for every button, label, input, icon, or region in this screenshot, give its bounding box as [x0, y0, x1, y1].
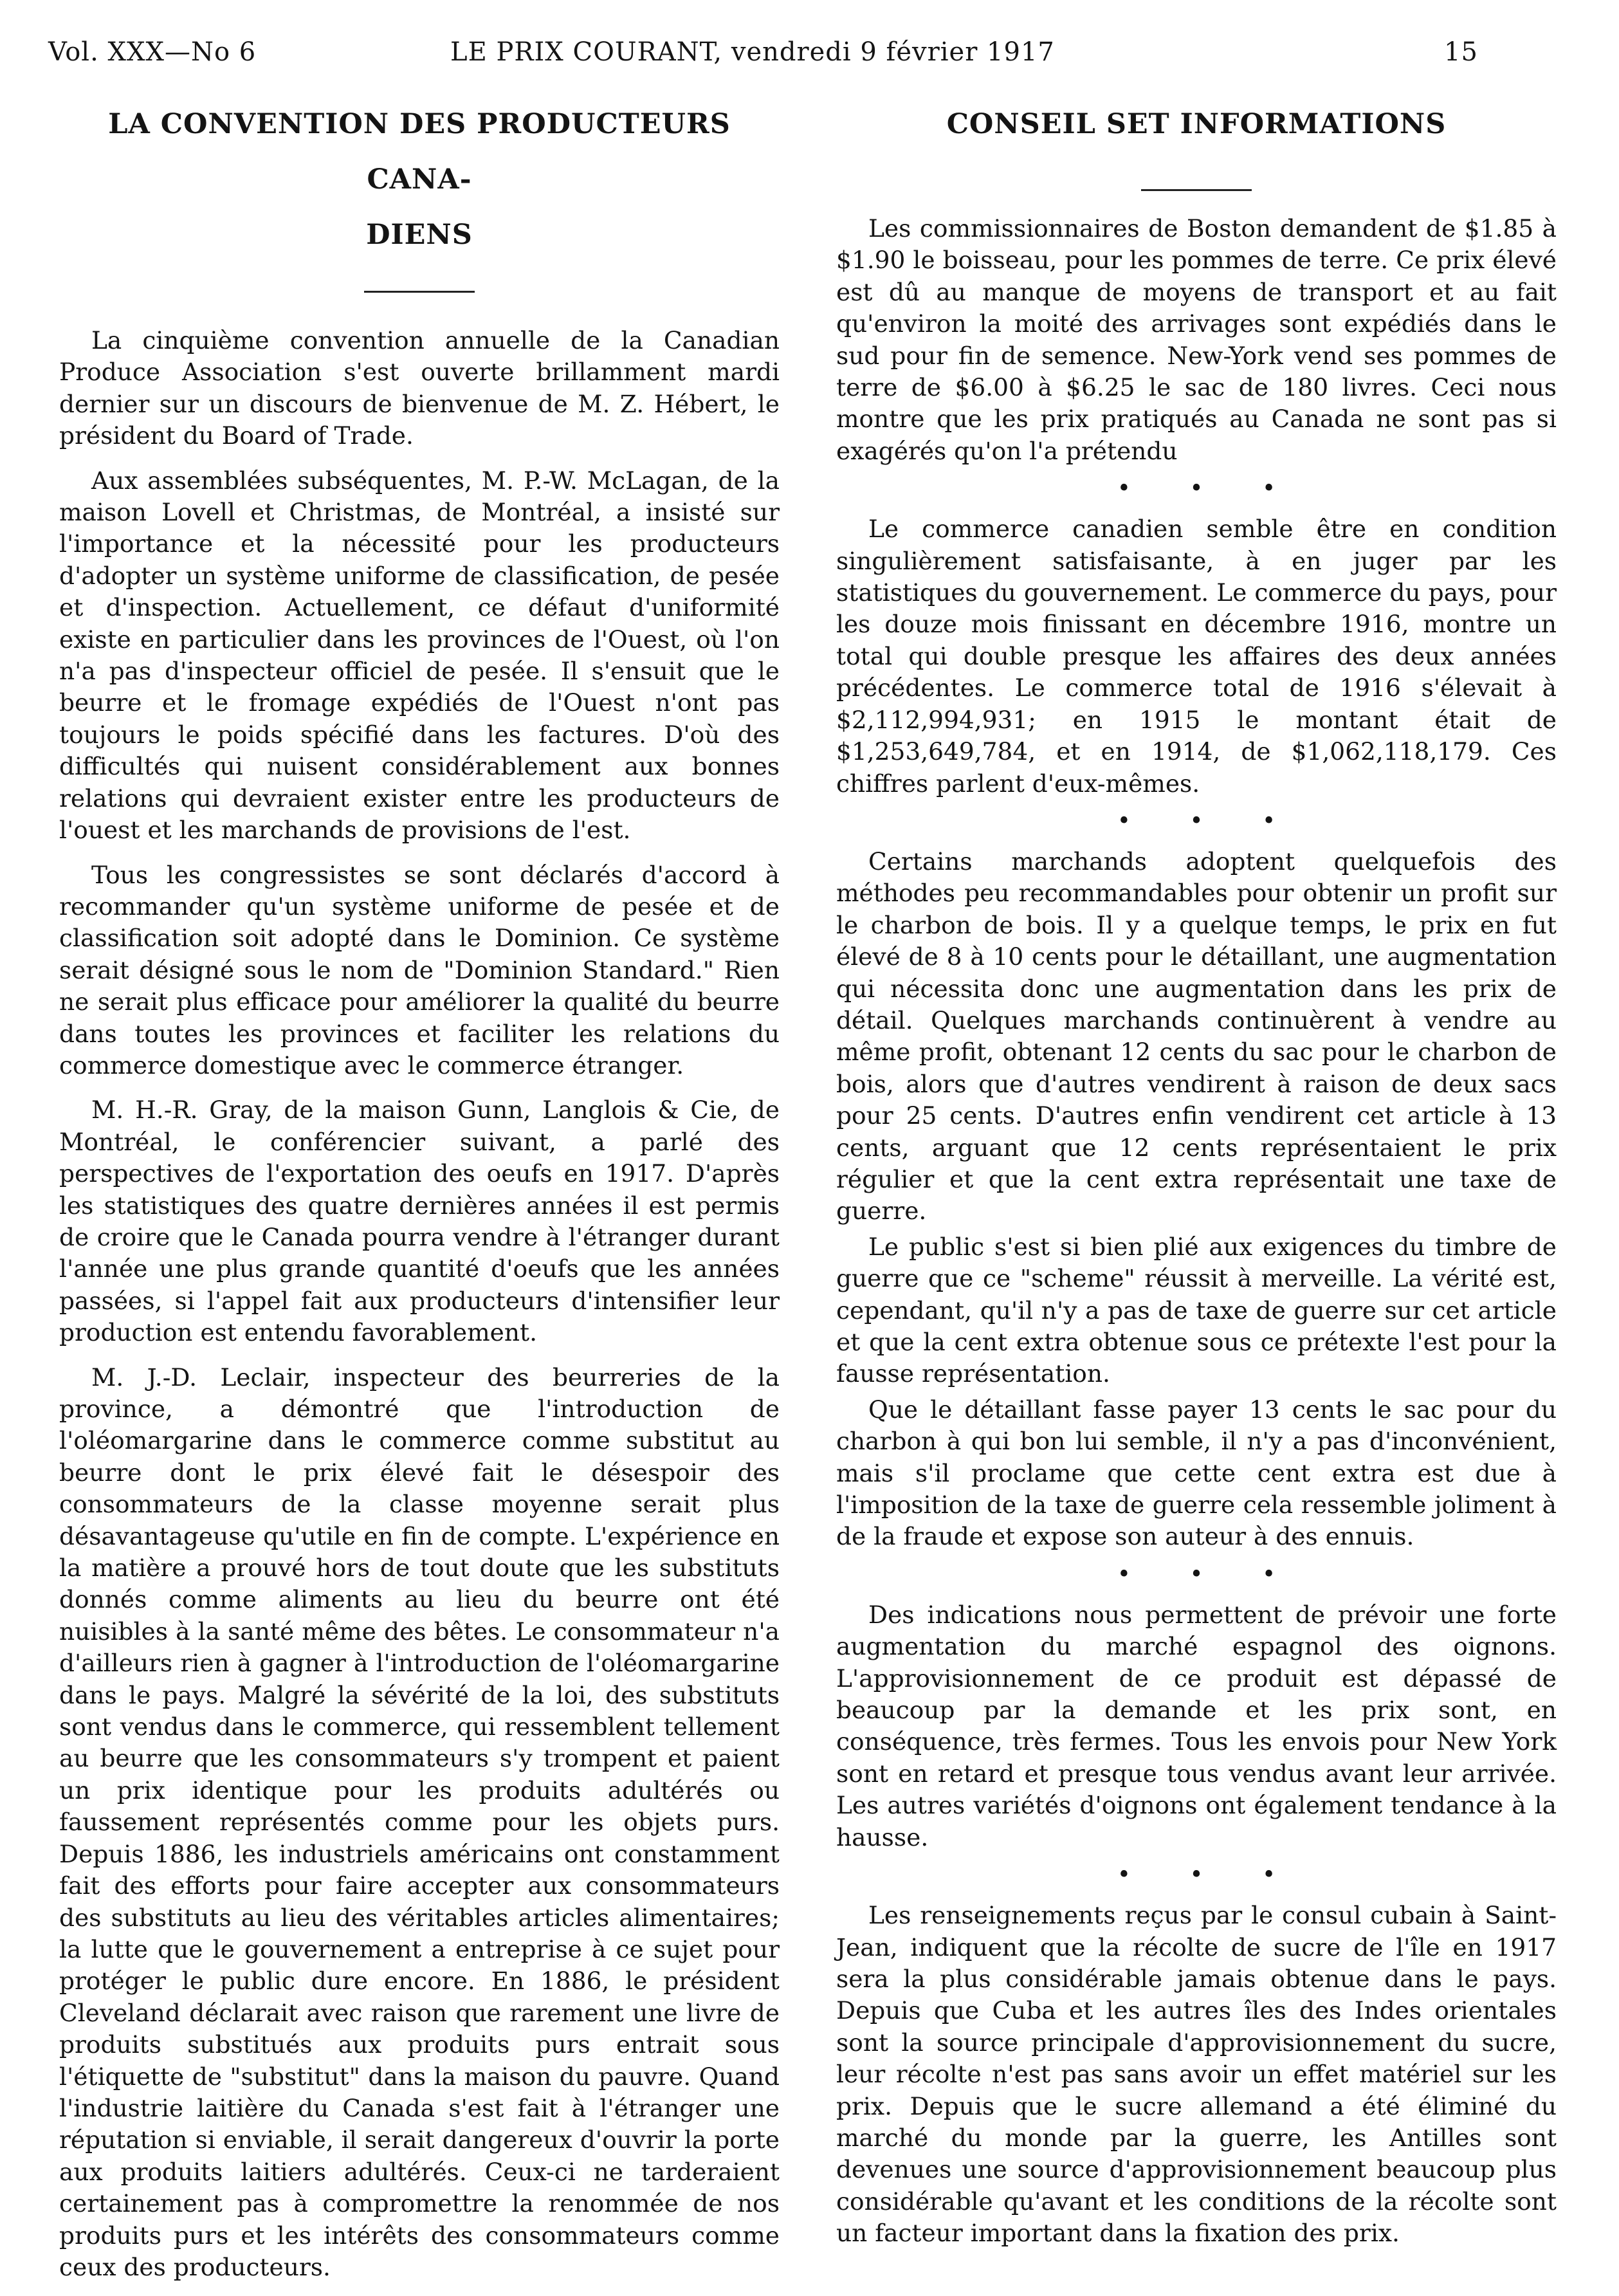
news-item-paragraph: Les renseignements reçus par le consul cubain à Saint-Jean, indiquent que la récolte de sucre de l'île en 1917 sera la plus considérable jamais obtenue dans le pays. Depuis que Cuba et les autres îles des Indes orientales sont la source principale d'approvisionnement du sucre, leur récolte n'est pas sans avoir un effet matériel sur les prix. Depuis que le sucre allemand a été éliminé du marché du monde par la guerre, les Antilles sont devenues une source d'approvisionnement beaucoup plus considérable qu'avant et les conditions de la récolte sont un facteur important dans la fixation des prix. [836, 1901, 1557, 2248]
issue-number: Vol. XXX—No 6 [48, 37, 257, 67]
headline-rule [364, 291, 475, 293]
bullet-separator: • • • [1117, 475, 1302, 502]
news-item-paragraph: Des indications nous permettent de prévoir une forte augmentation du marché espagnol des oignons. L'approvisionnement de ce produit est dépassé de beaucoup par la demande et les prix sont, en conséquence, très fermes. Tous les envois pour New York sont en retard et presque tous vendus avant leur arrivée. Les autres variétés d'oignons ont également tendance à la hausse. [836, 1600, 1557, 1851]
bullet-separator: • • • [1117, 1561, 1302, 1588]
news-item-paragraph: Que le détaillant fasse payer 13 cents le sac pour du charbon à qui bon lui semble, il n'y a pas d'inconvénient, mais s'il proclame que cette cent extra est due à l'imposition de la taxe de guerre cela ressemble joliment à de la fraude et expose son auteur à des ennuis. [836, 1395, 1557, 1551]
news-item-paragraph: Le commerce canadien semble être en condition singulièrement satisfaisante, à en juger par les statistiques du gouvernement. Le commerce du pays, pour les douze mois finissant en décembre 1916, montre un total qui double presque les affaires des deux années précédentes. Le commerce total de 1916 s'élevait à $2,112,994,931; en 1915 le montant était de $1,253,649,784, et en 1914, de $1,062,118,179. Ces chiffres parlent d'eux-mêmes. [836, 515, 1557, 798]
article-paragraph: M. J.-D. Leclair, inspecteur des beurreries de la province, a démontré que l'introduction de l'oléomargarine dans le commerce comme substitut au beurre dont le prix élevé fait le désespoir des consommateurs de la classe moyenne serait plus désavantageuse qu'utile en fin de compte. L'expérience en la matière a prouvé hors de tout doute que les substituts donnés comme aliments au lieu du beurre ont été nuisibles à la santé même des bêtes. Le consommateur n'a d'ailleurs rien à gagner à l'introduction de l'oléomargarine dans le pays. Malgré la sévérité de la loi, des substituts sont vendus dans le commerce, qui ressemblent tellement au beurre que les consommateurs s'y trompent et paient un prix identique pour les produits adultérés ou faussement représentés comme pour les objets purs. Depuis 1886, les industriels américains ont constamment fait des efforts pour faire accepter aux consommateurs des substituts au lieu des véritables articles alimentaires; la lutte que le gouvernement a entreprise à ce sujet pour protéger le public dure encore. En 1886, le président Cleveland déclarait avec raison que rarement une livre de produits substitués aux produits purs entrait sous l'étiquette de "substitut" dans la maison du pauvre. Quand l'industrie laitière du Canada s'est fait à l'étranger une réputation si enviable, il serait dangereux d'ouvrir la porte aux produits laitiers adultérés. Ceux-ci ne tarderaient certainement pas à compromettre la renommée de nos produits purs et les intérêts des consommateurs comme ceux des producteurs. [59, 1363, 780, 2281]
headline-line-2: DIENS [366, 219, 473, 251]
bullet-separator: • • • [1117, 807, 1302, 834]
news-item-paragraph: Certains marchands adoptent quelquefois des méthodes peu recommandables pour obtenir un profit sur le charbon de bois. Il y a quelque temps, le prix en fut élevé de 8 à 10 cents pour le détaillant, une augmentation qui nécessita donc une augmentation dans les prix de détail. Quelques marchands continuèrent à vendre au même profit, obtenant 12 cents du sac pour le charbon de bois, alors que d'autres vendirent à raison de deux sacs pour 25 cents. D'autres enfin vendirent cet article à 13 cents, arguant que 12 cents représentaient le prix régulier et que la cent extra représentait une taxe de guerre. [836, 847, 1557, 1226]
left-column [59, 96, 780, 2296]
article-paragraph: Aux assemblées subséquentes, M. P.-W. McLagan, de la maison Lovell et Christmas, de Montréal, a insisté sur l'importance et la nécessité pour les producteurs d'adopter un système uniforme de classification, de pesée et d'inspection. Actuellement, ce défaut d'uniformité existe en particulier dans les provinces de l'Ouest, où l'on n'a pas d'inspecteur officiel de pesée. Il s'ensuit que le beurre et le fromage expédiés de l'Ouest n'ont pas toujours le poids spécifié dans les factures. D'où des difficultés qui nuisent considérablement aux bonnes relations qui devraient exister entre les producteurs de l'ouest et les marchands de provisions de l'est. [59, 466, 780, 845]
news-item-paragraph: Le public s'est si bien plié aux exigences du timbre de guerre que ce "scheme" réussit à merveille. La vérité est, cependant, qu'il n'y a pas de taxe de guerre sur cet article et que la cent extra obtenue sous ce prétexte l'est pour la fausse représentation. [836, 1232, 1557, 1388]
article-headline [59, 96, 780, 262]
page-number: 15 [1444, 37, 1478, 67]
running-head [0, 31, 1619, 89]
article-paragraph: M. H.-R. Gray, de la maison Gunn, Langlois & Cie, de Montréal, le conférencier suivant, a parlé des perspectives de l'exportation des oeufs en 1917. D'après les statistiques des quatre dernières années il est permis de croire que le Canada pourra vendre à l'étranger durant l'année une plus grande quantité d'oeufs que les années passées, si l'appel fait aux producteurs d'intensifier leur production est entendu favorablement. [59, 1096, 780, 1347]
article-paragraph: La cinquième convention annuelle de la Canadian Produce Association s'est ouverte brillamment mardi dernier sur un discours de bienvenue de M. Z. Hébert, le président du Board of Trade. [59, 326, 780, 450]
headline-rule [1141, 189, 1252, 191]
bullet-separator: • • • [1117, 1862, 1302, 1889]
news-item-paragraph: Les commissionnaires de Boston demandent de $1.85 à $1.90 le boisseau, pour les pommes de terre. Ce prix élevé est dû au manque de moyens de transport et au fait qu'environ la moité des arrivages sont expédiés dans le sud pour fin de semence. New-York vend ses pommes de terre de $6.00 à $6.25 le sac de 180 livres. Ceci nous montre que les prix pratiqués au Canada ne sont pas si exagérés qu'on l'a prétendu [836, 214, 1557, 465]
right-column [836, 96, 1557, 2254]
headline-line-1: LA CONVENTION DES PRODUCTEURS CANA- [108, 108, 731, 196]
article-paragraph: Tous les congressistes se sont déclarés d'accord à recommander qu'un système uniforme de pesée et de classification soit adopté dans le Dominion. Ce système serait désigné sous le nom de "Dominion Standard." Rien ne serait plus efficace pour améliorer la qualité du beurre dans toutes les provinces et faciliter les relations du commerce domestique avec le commerce étranger. [59, 860, 780, 1079]
section-headline: CONSEIL SET INFORMATIONS [946, 108, 1447, 140]
publication-title: LE PRIX COURANT, vendredi 9 février 1917 [450, 37, 1055, 67]
